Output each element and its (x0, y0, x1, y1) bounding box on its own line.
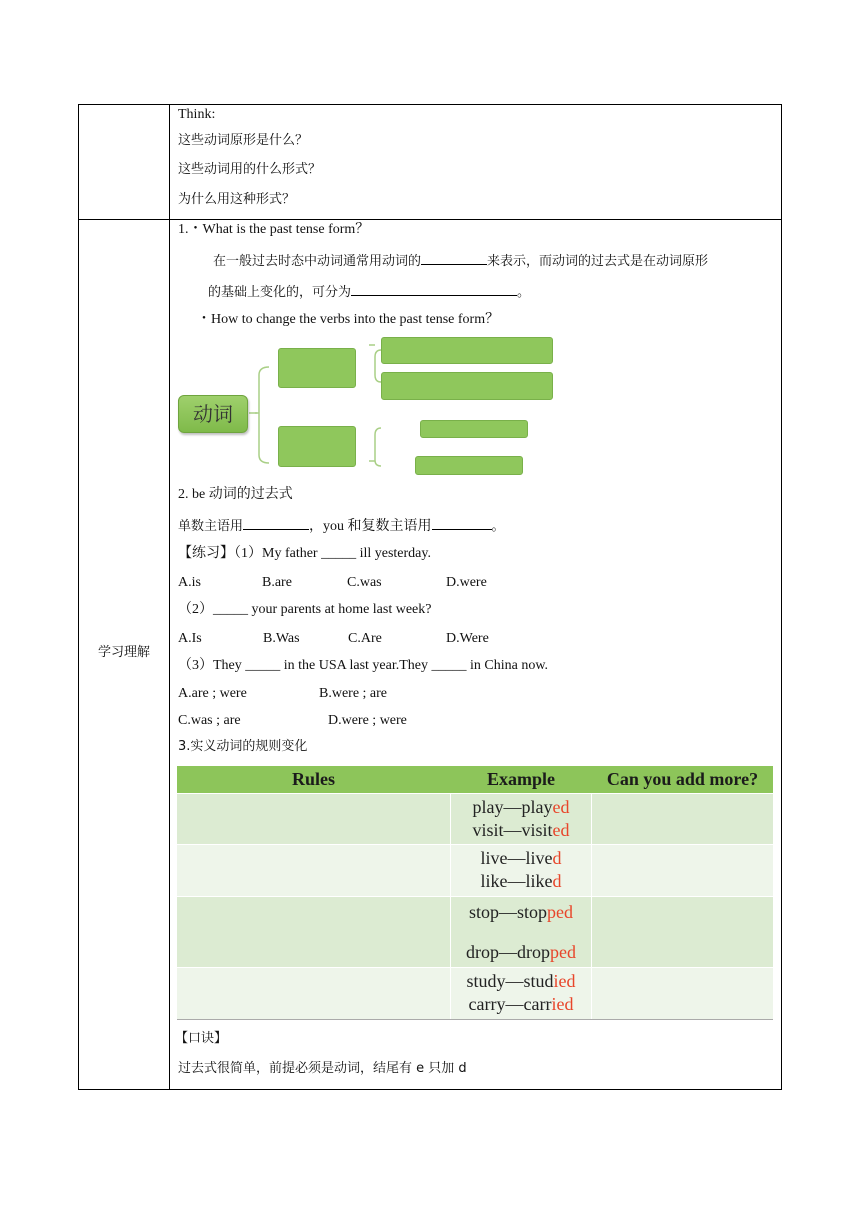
section3-title: 3.实义动词的规则变化 (178, 739, 308, 754)
mind-map-leaf-4 (415, 456, 523, 475)
table-row (177, 794, 773, 844)
section1-question-2: ・How to change the verbs into the past tense form？ (197, 312, 500, 327)
table-row (177, 845, 773, 896)
example-cell: stop—stopped drop—dropped (466, 902, 576, 962)
rules-table (177, 766, 773, 1020)
table-row (177, 897, 773, 967)
header-example: Example (486, 769, 555, 789)
mind-map-center: 动词 (178, 395, 248, 433)
think-question-3: 为什么用这种形式？ (178, 192, 296, 207)
exercise-1-option-c: C.was (347, 575, 382, 590)
mind-map-branch-2 (278, 426, 356, 467)
exercise-2-question: （2）_____ your parents at home last week? (178, 602, 432, 617)
side-label: 学习理解 (97, 645, 150, 660)
rules-table-header (177, 766, 773, 793)
exercise-2-option-d: D.Were (446, 631, 489, 646)
section2-fill-line: 单数主语用 ，you 和复数主语用 。 (178, 516, 505, 535)
section1-paragraph-line1: 在一般过去时态中动词通常用动词的 来表示，而动词的过去式是在动词原形 (213, 251, 708, 270)
example-cell: study—studied carry—carried (466, 971, 576, 1014)
exercise-2-option-c: C.Are (348, 631, 382, 646)
header-rules: Rules (291, 769, 335, 789)
header-add-more: Can you add more? (606, 769, 759, 789)
section1-question: 1.・What is the past tense form？ (178, 222, 370, 237)
exercise-1-question: 【练习】（1）My father _____ ill yesterday. (178, 546, 431, 561)
exercise-1-option-a: A.is (178, 575, 201, 590)
section1-paragraph-line2: 的基础上变化的，可分为 。 (208, 282, 530, 301)
exercise-3-option-d: D.were ; were (328, 713, 407, 728)
think-question-2: 这些动词用的什么形式？ (178, 162, 322, 177)
exercise-3-question: （3）They _____ in the USA last year.They _____ in China now. (178, 658, 549, 673)
exercise-1-option-b: B.are (262, 575, 292, 590)
exercise-1-option-d: D.were (446, 575, 487, 590)
mind-map-connectors (79, 105, 783, 505)
worksheet-table (78, 104, 782, 1090)
exercise-3-option-c: C.was ; are (178, 713, 241, 728)
exercise-3-option-a: A.are ; were (178, 686, 247, 701)
exercise-2-option-a: A.Is (178, 631, 202, 646)
table-row (177, 968, 773, 1019)
mnemonic-text: 过去式很简单，前提必须是动词，结尾有 e 只加 d (178, 1061, 467, 1076)
think-title: Think: (178, 107, 216, 122)
mind-map-leaf-1 (381, 337, 553, 364)
exercise-2-option-b: B.Was (263, 631, 300, 646)
mnemonic-title: 【口诀】 (175, 1031, 228, 1046)
mind-map-leaf-2 (381, 372, 553, 400)
mind-map-leaf-3 (420, 420, 528, 438)
mind-map-branch-1 (278, 348, 356, 388)
example-cell: live—lived like—liked (480, 848, 562, 891)
think-question-1: 这些动词原形是什么？ (178, 133, 309, 148)
section2-title: 2. be 动词的过去式 (178, 487, 293, 502)
example-cell: play—played visit—visited (472, 797, 570, 840)
exercise-3-option-b: B.were ; are (319, 686, 388, 701)
